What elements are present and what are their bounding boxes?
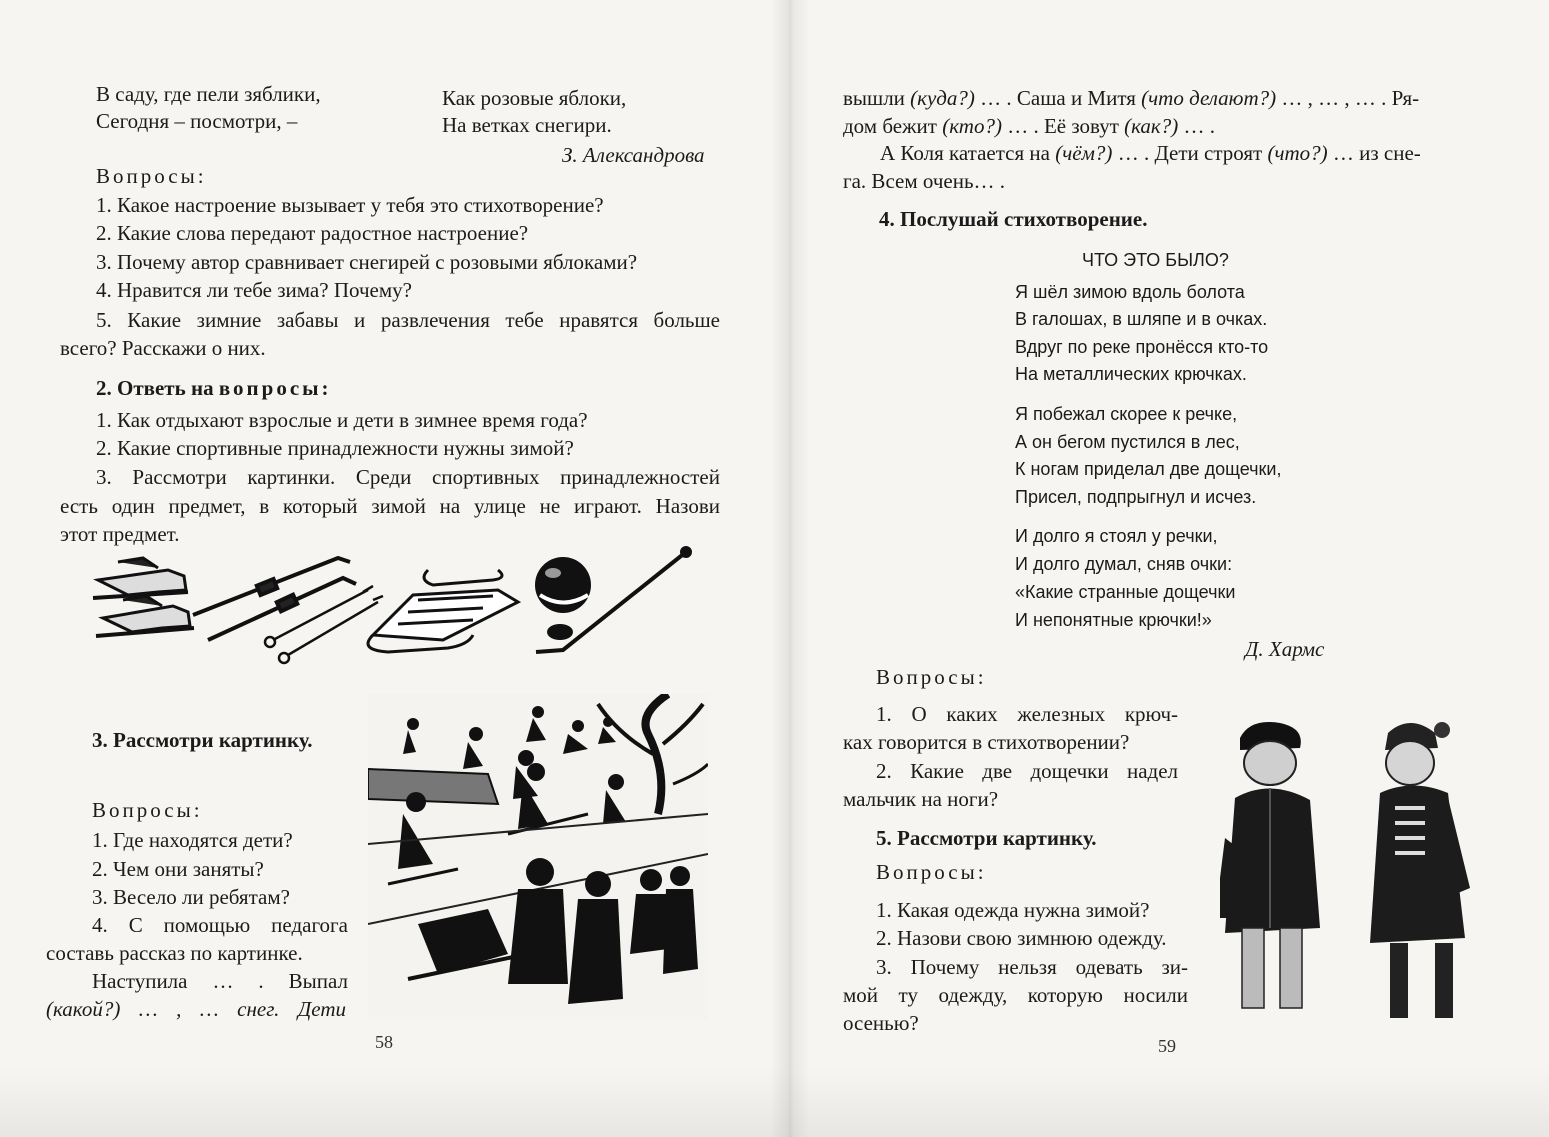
question-item: 2. Какие две дощечки надел	[876, 759, 1178, 783]
skis-icon	[193, 558, 356, 640]
question-item: 3. Почему нельзя одевать зи-	[876, 955, 1188, 979]
text-span: вышли	[843, 86, 911, 110]
prompt-span: (куда?)	[910, 86, 975, 110]
task-2-title	[96, 374, 332, 402]
questions-header: Вопросы:	[96, 164, 207, 188]
poem-line: И долго я стоял у речки,	[1015, 526, 1218, 546]
prompt-span: (что?)	[1267, 141, 1328, 165]
story-continuation-line	[880, 139, 1421, 167]
right-page	[800, 0, 1549, 1137]
question-item: ках говорится в стихотворении?	[843, 730, 1130, 754]
question-item: 4. Нравится ли тебе зима? Почему?	[96, 278, 412, 302]
poem-title: ЧТО ЭТО БЫЛО?	[1082, 250, 1229, 270]
prompt-span: (чём?)	[1055, 141, 1113, 165]
sled-icon	[368, 570, 518, 652]
task-item: есть один предмет, в который зимой на улице не играют. Назови	[60, 494, 720, 518]
question-item: 1. Где находятся дети?	[92, 828, 293, 852]
poem-author: Д. Хармс	[1245, 637, 1325, 661]
question-item: составь рассказ по картинке.	[46, 941, 303, 965]
story-continuation-line: га. Всем очень… .	[843, 169, 1006, 193]
poem-line: «Какие странные дощечки	[1015, 582, 1236, 602]
question-item: 3. Весело ли ребятам?	[92, 885, 290, 909]
poem-line: В саду, где пели зяблики,	[96, 82, 321, 106]
page-number: 58	[375, 1032, 393, 1052]
questions-header: Вопросы:	[92, 798, 203, 822]
page-number: 59	[1158, 1036, 1176, 1056]
story-continuation-line	[843, 112, 1215, 140]
text-span: … , … , … . Ря-	[1276, 86, 1420, 110]
left-page	[0, 0, 770, 1137]
question-item: 5. Какие зимние забавы и развлечения тебе нравятся больше	[96, 308, 720, 332]
text-span: дом бежит	[843, 114, 943, 138]
task-item: 2. Какие спортивные принадлежности нужны зимой?	[96, 436, 574, 460]
story-continuation-line	[843, 84, 1493, 112]
question-item: мой ту одежду, которую носили	[843, 983, 1188, 1007]
poem-line: На ветках снегири.	[442, 113, 612, 137]
poem-author: З. Александрова	[562, 143, 705, 167]
question-item: 1. Какое настроение вызывает у тебя это стихотворение?	[96, 193, 604, 217]
question-item-continuation: всего? Расскажи о них.	[60, 336, 266, 360]
poem-line: Я побежал скорее к речке,	[1015, 404, 1238, 424]
text-span: … . Её зовут	[1001, 114, 1125, 138]
questions-header: Вопросы:	[876, 665, 987, 689]
prompt-span: (что делают?)	[1141, 86, 1277, 110]
task-4-title: 4. Послушай стихотворение.	[879, 207, 1148, 231]
girl-in-coat-icon	[1370, 722, 1470, 1018]
text-span: … . Дети строят	[1112, 141, 1268, 165]
question-item: мальчик на ноги?	[843, 787, 999, 811]
poem-line: В галошах, в шляпе и в очках.	[1015, 309, 1268, 329]
poem-line: Я шёл зимою вдоль болота	[1015, 282, 1245, 302]
poem-line: Сегодня – посмотри, –	[96, 109, 298, 133]
question-item: 1. О каких железных крюч-	[876, 702, 1178, 726]
poem-line: Как розовые яблоки,	[442, 86, 627, 110]
question-item: 3. Почему автор сравнивает снегирей с розовыми яблоками?	[96, 250, 638, 274]
question-item: осенью?	[843, 1011, 919, 1035]
winter-scene-illustration	[368, 694, 708, 1019]
poem-line: На металлических крючках.	[1015, 364, 1247, 384]
ice-skates-icon	[93, 558, 194, 636]
poem-line: И непонятные крючки!»	[1015, 610, 1212, 630]
task-item: этот предмет.	[60, 522, 180, 546]
poem-line: А он бегом пустился в лес,	[1015, 432, 1240, 452]
poem-line: И долго думал, сняв очки:	[1015, 554, 1233, 574]
question-item: 1. Какая одежда нужна зимой?	[876, 898, 1150, 922]
boy-in-coat-icon	[1220, 722, 1320, 1008]
text-span: А Коля катается на	[880, 141, 1056, 165]
task-3-title: 3. Рассмотри картинку.	[92, 728, 313, 752]
task-2-title-text: 2. Ответь на	[96, 376, 214, 400]
question-item: 2. Чем они заняты?	[92, 857, 264, 881]
questions-header: Вопросы:	[876, 860, 987, 884]
question-item: 2. Назови свою зимнюю одежду.	[876, 926, 1167, 950]
task-2-title-spaced: вопросы:	[218, 376, 332, 400]
question-item: 4. С помощью педагога	[92, 913, 348, 937]
text-span: … . Саша и Митя	[974, 86, 1142, 110]
poem-line: К ногам приделал две дощечки,	[1015, 459, 1282, 479]
text-span: … .	[1178, 114, 1216, 138]
task-5-title: 5. Рассмотри картинку.	[876, 826, 1097, 850]
task-item: 3. Рассмотри картинки. Среди спортивных принадлежностей	[96, 465, 720, 489]
task-item: 1. Как отдыхают взрослые и дети в зимнее время года?	[96, 408, 588, 432]
question-item: 2. Какие слова передают радостное настроение?	[96, 221, 529, 245]
children-winter-clothes-illustration	[1220, 718, 1480, 1023]
prompt-span: (как?)	[1124, 114, 1179, 138]
poem-line: Вдруг по реке пронёсся кто-то	[1015, 337, 1269, 357]
story-line: Наступила … . Выпал	[92, 969, 348, 993]
story-line: (какой?) … , … снег. Дети	[46, 997, 346, 1021]
ball-icon	[535, 557, 591, 613]
poem-line: Присел, подпрыгнул и исчез.	[1015, 487, 1257, 507]
prompt-span: (кто?)	[942, 114, 1002, 138]
sports-equipment-illustration	[88, 540, 708, 665]
bench-icon	[368, 769, 498, 804]
text-span: … из сне-	[1327, 141, 1421, 165]
